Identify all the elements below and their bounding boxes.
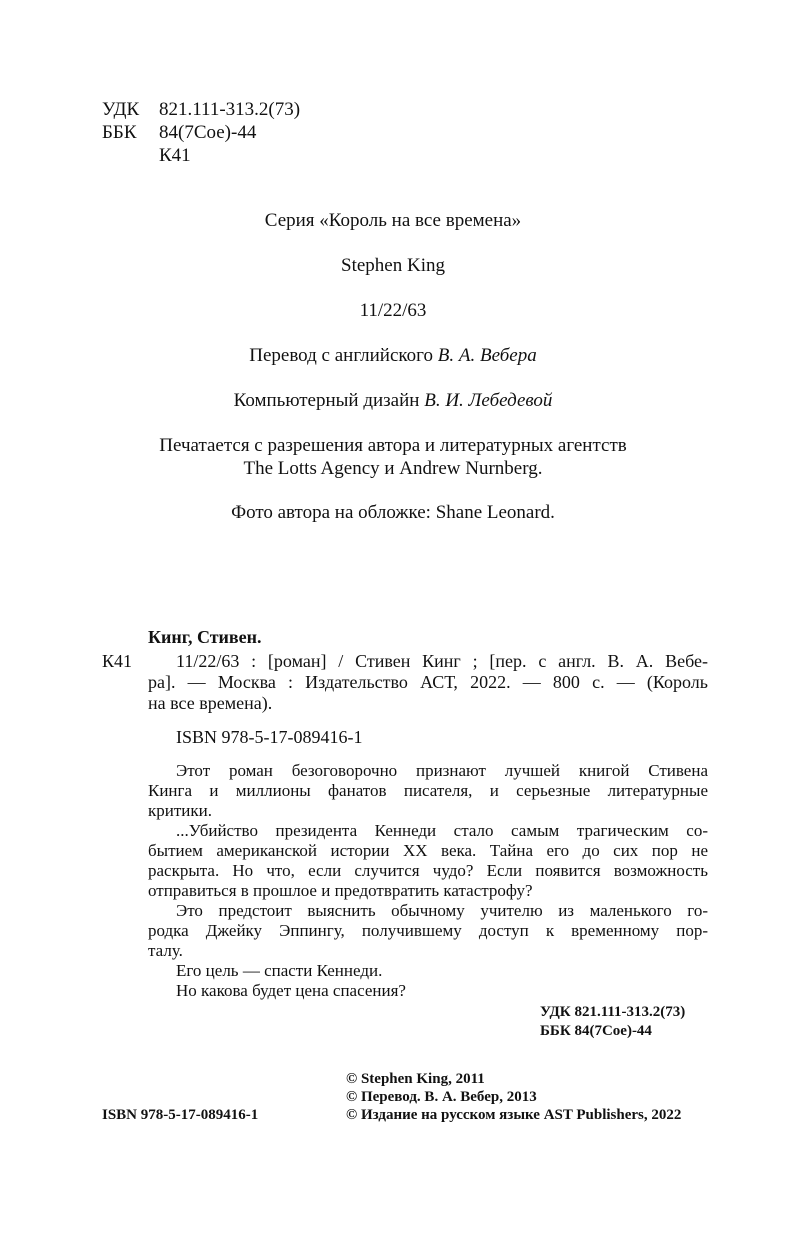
permission-line-2: The Lotts Agency и Andrew Nurnberg.: [243, 458, 543, 479]
annotation-line: талу.: [148, 941, 183, 960]
designer-name: В. И. Лебедевой: [424, 390, 553, 411]
catalog-entry-line: 11/22/63 : [роман] / Стивен Кинг ; [пер. с англ. В. А. Вебе-: [176, 651, 708, 671]
annotation: [148, 761, 708, 1001]
original-author: Stephen King: [341, 255, 445, 276]
translation-prefix: Перевод с английского: [249, 345, 433, 366]
annotation-line: Но какова будет цена спасения?: [176, 981, 406, 1000]
author-mark-row: [102, 144, 300, 167]
catalog-entry: [148, 651, 708, 714]
copyright-line-1: © Stephen King, 2011: [346, 1071, 485, 1087]
annotation-line: бытием американской истории XX века. Тайна его до сих пор не: [148, 841, 708, 860]
permission-line-1: Печатается с разрешения автора и литературных агентств: [159, 435, 627, 456]
original-title: 11/22/63: [359, 300, 427, 321]
classification-block: [102, 98, 300, 167]
annotation-line: родка Джейку Эппингу, получившему доступ к временному пор-: [148, 921, 708, 940]
design-prefix: Компьютерный дизайн: [233, 390, 420, 411]
translator-name: В. А. Вебера: [437, 345, 537, 366]
catalog-heading: Кинг, Стивен.: [148, 627, 262, 647]
copyright-line-3: © Издание на русском языке AST Publishers, 2022: [346, 1107, 682, 1123]
annotation-line: раскрыта. Но что, если случится чудо? Если появится возможность: [148, 861, 708, 880]
isbn-bottom: ISBN 978-5-17-089416-1: [102, 1107, 259, 1123]
catalog-isbn: ISBN 978-5-17-089416-1: [176, 727, 363, 747]
udk-row: [102, 98, 300, 121]
bbk-code-bottom: ББК 84(7Сое)-44: [540, 1023, 652, 1039]
copyright-line-2: © Перевод. В. А. Вебер, 2013: [346, 1089, 537, 1105]
catalog-author-mark: К41: [102, 651, 133, 671]
bbk-value: 84(7Сое)-44: [159, 122, 257, 143]
bbk-row: [102, 121, 300, 144]
udk-code-bottom: УДК 821.111-313.2(73): [540, 1004, 686, 1020]
annotation-line: отправиться в прошлое и предотвратить катастрофу?: [148, 881, 533, 900]
catalog-entry-line: на все времена).: [148, 693, 273, 713]
udk-label: УДК: [102, 99, 140, 120]
annotation-line: Этот роман безоговорочно признают лучшей книгой Стивена: [176, 761, 708, 780]
series-title: Серия «Король на все времена»: [264, 210, 522, 231]
udk-value: 821.111-313.2(73): [159, 99, 301, 120]
annotation-line: Кинга и миллионы фанатов писателя, и серьезные литературные: [148, 781, 708, 800]
bbk-label: ББК: [102, 122, 137, 143]
photo-credit: Фото автора на обложке: Shane Leonard.: [231, 502, 555, 523]
annotation-line: Это предстоит выяснить обычному учителю из маленького го-: [176, 901, 708, 920]
annotation-line: критики.: [148, 801, 212, 820]
catalog-entry-line: ра]. — Москва : Издательство АСТ, 2022. — 800 с. — (Король: [148, 672, 708, 692]
annotation-line: Его цель — спасти Кеннеди.: [176, 961, 383, 980]
translation-credit: [0, 344, 786, 367]
design-credit: [0, 389, 786, 412]
author-mark: К41: [159, 145, 191, 166]
annotation-line: ...Убийство президента Кеннеди стало самым трагическим со-: [176, 821, 708, 840]
